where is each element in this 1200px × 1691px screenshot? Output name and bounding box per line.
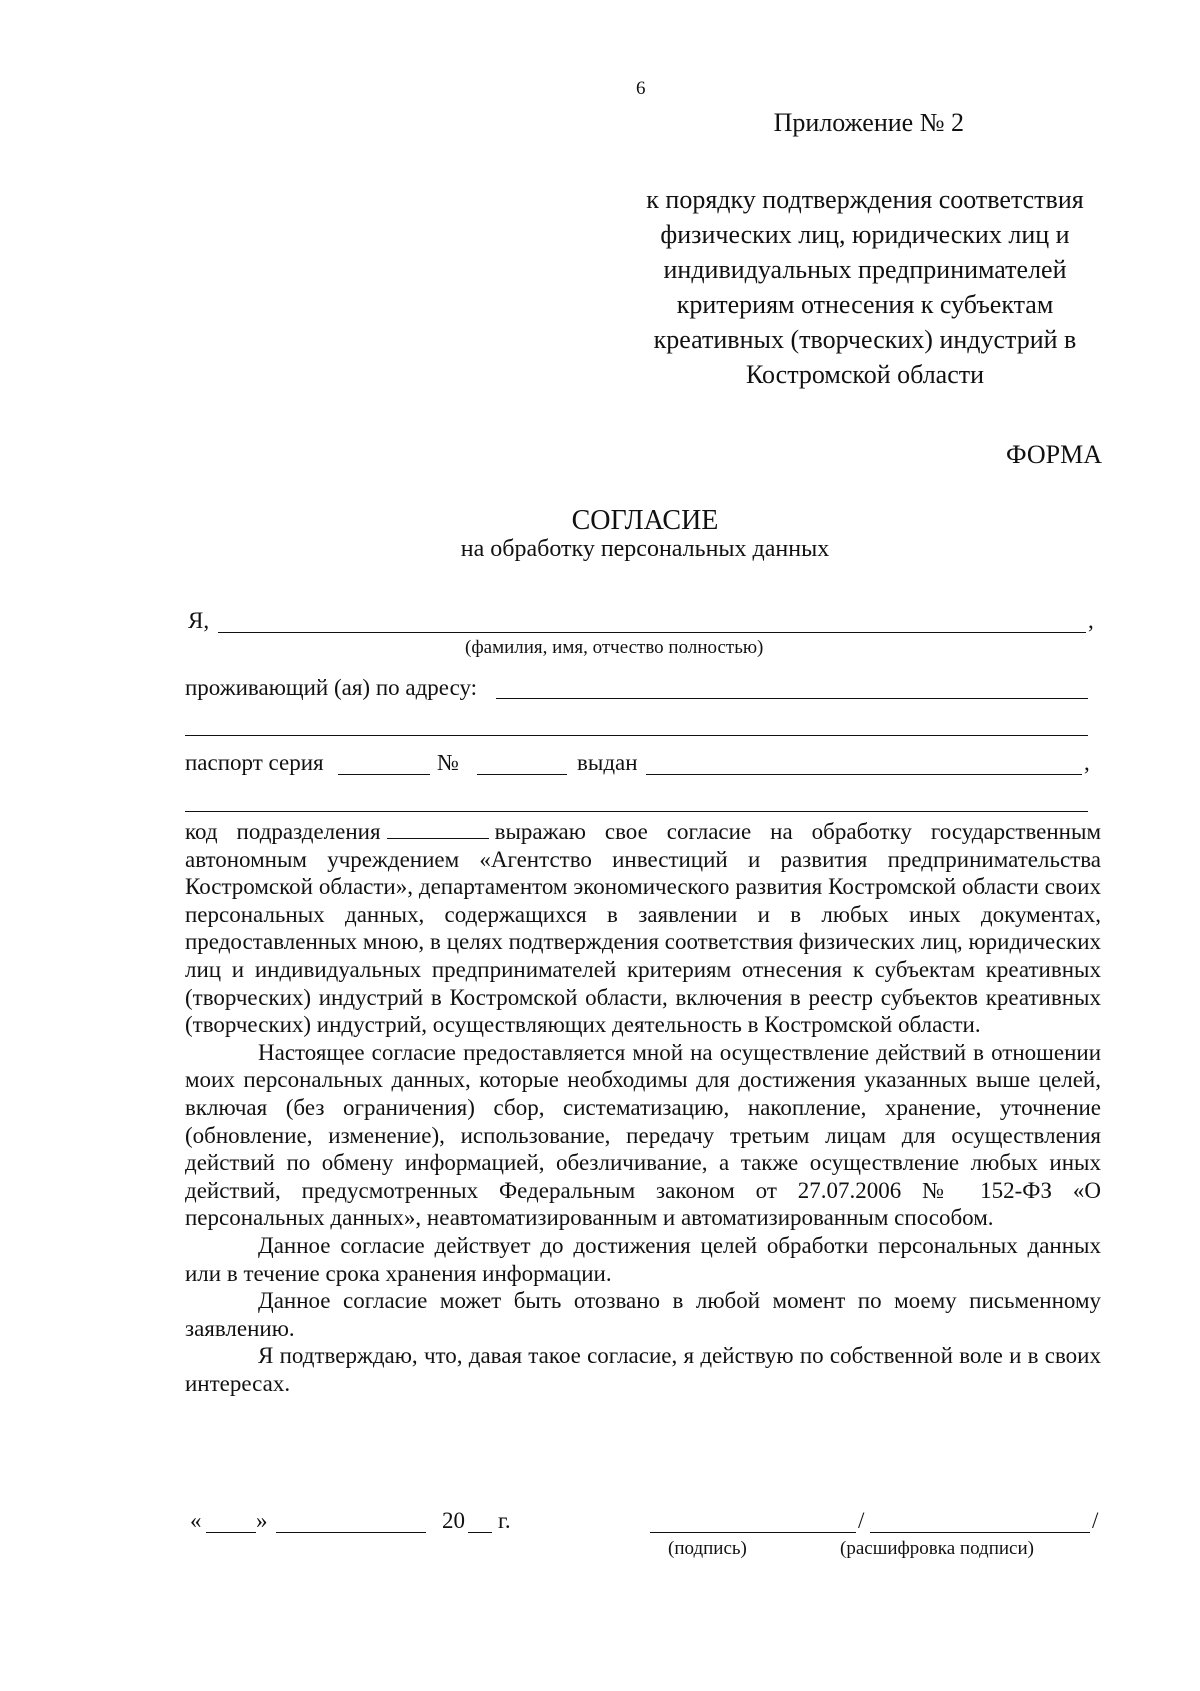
date-year-suffix: г. bbox=[498, 1508, 511, 1533]
signature-decoding-field[interactable] bbox=[870, 1532, 1090, 1533]
address-field-continued[interactable] bbox=[185, 735, 1088, 736]
signature-hint: (подпись) bbox=[668, 1538, 747, 1559]
appendix-description bbox=[600, 182, 1130, 392]
document-title: СОГЛАСИЕ bbox=[571, 505, 719, 536]
signature-slash-end: / bbox=[1092, 1508, 1099, 1533]
appendix-title: Приложение № 2 bbox=[773, 108, 964, 137]
appendix-line: физических лиц, юридических лиц и bbox=[660, 220, 1070, 249]
date-year-prefix: 20 bbox=[442, 1508, 465, 1533]
form-label: ФОРМА bbox=[1006, 440, 1102, 469]
issued-comma: , bbox=[1084, 750, 1090, 775]
name-prefix: Я, bbox=[188, 608, 210, 633]
date-day-field[interactable] bbox=[206, 1532, 256, 1533]
full-name-field[interactable] bbox=[218, 632, 1086, 633]
passport-number-label: № bbox=[437, 750, 459, 775]
division-code-field[interactable] bbox=[387, 820, 489, 839]
paragraph-validity: Данное согласие действует до достижения целей обработки персональных данных или в течение срока хранения информации. bbox=[185, 1232, 1101, 1286]
issued-by-field[interactable] bbox=[646, 774, 1082, 775]
date-quote-open: « bbox=[190, 1508, 202, 1533]
paragraph-revocation: Данное согласие может быть отозвано в любой момент по моему письменному заявлению. bbox=[185, 1288, 1101, 1341]
appendix-line: Костромской области bbox=[745, 360, 985, 389]
passport-series-field[interactable] bbox=[338, 774, 430, 775]
address-field[interactable] bbox=[496, 698, 1088, 699]
consent-body bbox=[185, 818, 1101, 1397]
appendix-line: критериям отнесения к субъектам bbox=[676, 290, 1054, 319]
appendix-line: индивидуальных предпринимателей bbox=[663, 255, 1067, 284]
paragraph-confirmation: Я подтверждаю, что, давая такое согласие, я действую по собственной воле и в своих интересах. bbox=[185, 1343, 1101, 1396]
name-hint: (фамилия, имя, отчество полностью) bbox=[465, 637, 764, 658]
name-comma: , bbox=[1088, 608, 1094, 633]
appendix-line: к порядку подтверждения соответствия bbox=[646, 185, 1084, 214]
address-label: проживающий (ая) по адресу: bbox=[185, 675, 478, 700]
decoding-hint: (расшифровка подписи) bbox=[840, 1538, 1034, 1559]
date-quote-close: » bbox=[256, 1508, 268, 1533]
passport-number-field[interactable] bbox=[477, 774, 567, 775]
date-month-field[interactable] bbox=[276, 1532, 426, 1533]
date-year-field[interactable] bbox=[468, 1532, 492, 1533]
division-code-label: код подразделения bbox=[185, 819, 381, 844]
paragraph-actions: Настоящее согласие предоставляется мной на осуществление действий в отношении моих персональных данных, которые необходимы для достижения указанных выше целей, включая (без ограничения) сбор, систематизацию, накопление, хранение, уточнение (обновление, изменение), использование, передачу третьим лицам для осуществления действий по обмену информацией, обезличивание, а также осуществление любых иных действий, предусмотренных Федеральным законом от 27.07.2006 № 152-ФЗ «О персональных данных», неавтоматизированным и автоматизированным способом. bbox=[185, 1039, 1101, 1231]
signature-field[interactable] bbox=[650, 1532, 856, 1533]
issued-label: выдан bbox=[577, 750, 638, 775]
passport-series-label: паспорт серия bbox=[185, 750, 324, 775]
paragraph-consent-purpose bbox=[185, 818, 1101, 1039]
document-subtitle: на обработку персональных данных bbox=[460, 536, 830, 562]
issued-by-field-continued[interactable] bbox=[185, 811, 1088, 812]
appendix-line: креативных (творческих) индустрий в bbox=[653, 325, 1077, 354]
page-number: 6 bbox=[636, 78, 646, 99]
paragraph-1-text: выражаю свое согласие на обработку государственным автономным учреждением «Агентство инвестиций и развития предпринимательства Костромской области», департаментом экономического развития Костромской области своих персональных данных, содержащихся в заявлении и в любых иных документах, предоставленных мною, в целях подтверждения соответствия физических лиц, юридических лиц и индивидуальных предпринимателей критериям отнесения к субъектам креативных (творческих) индустрий в Костромской области, включения в реестр субъектов креативных (творческих) индустрий, осуществляющих деятельность в Костромской области. bbox=[185, 819, 1102, 1038]
signature-slash: / bbox=[858, 1508, 865, 1533]
